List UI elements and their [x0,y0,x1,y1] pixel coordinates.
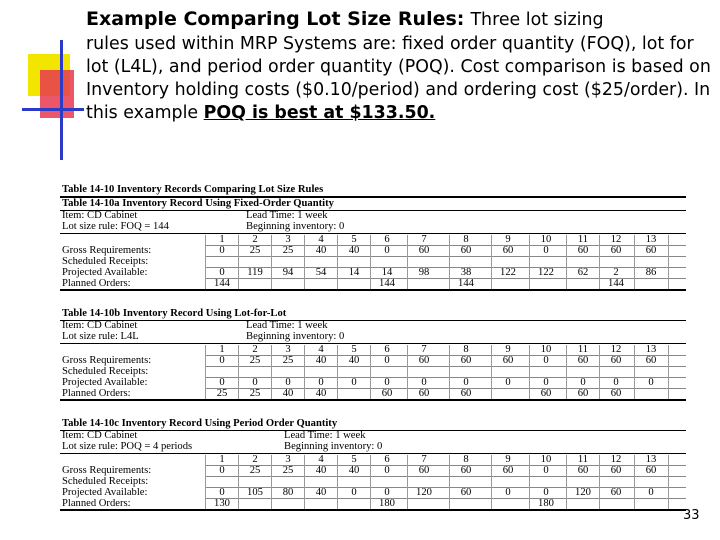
table-cell: 25 [249,465,261,476]
planned-orders-row [60,498,686,509]
table-cell: 0 [543,465,549,476]
section-lead-time: Lead Time: 1 week [246,320,328,331]
grid-column-line [304,455,305,509]
table-cell: 0 [613,377,619,388]
table-cell: 105 [247,487,263,498]
table-cell: 0 [543,245,549,256]
period-number: 4 [318,234,324,245]
period-number: 2 [252,234,258,245]
row-label: Scheduled Receipts: [62,366,149,377]
table-cell: 60 [610,245,622,256]
grid-column-line [599,455,600,509]
period-number: 12 [610,454,622,465]
table-cell: 60 [460,487,472,498]
table-cell: 60 [645,355,657,366]
table-cell: 60 [577,388,589,399]
period-number: 6 [384,234,390,245]
decorative-horizontal-line [22,108,84,111]
grid-column-line [238,235,239,289]
table-cell: 38 [460,267,472,278]
period-header-row [60,344,686,355]
period-number: 1 [219,234,225,245]
section-title: Table 14-10b Inventory Record Using Lot-for-Lot [62,308,287,319]
section-beginning-inventory: Beginning inventory: 0 [246,331,345,342]
table-cell: 0 [219,245,225,256]
table-cell: 25 [249,355,261,366]
table-cell: 60 [577,245,589,256]
projected-available-row [60,377,686,388]
table-cell: 25 [216,388,228,399]
table-cell: 40 [315,355,327,366]
table-cell: 0 [421,377,427,388]
table-cell: 0 [318,377,324,388]
grid-column-line [449,235,450,289]
section-lot-size-rule: Lot size rule: L4L [62,331,139,342]
period-number: 13 [645,234,657,245]
period-header-row [60,234,686,245]
table-cell: 25 [249,388,261,399]
table-cell: 60 [502,465,514,476]
table-cell: 94 [282,267,294,278]
gross-requirements-row [60,355,686,366]
table-cell: 25 [282,355,294,366]
table-cell: 60 [645,245,657,256]
period-number: 1 [219,454,225,465]
table-cell: 0 [384,355,390,366]
table-cell: 0 [648,487,654,498]
period-number: 8 [463,344,469,355]
title-bold: Example Comparing Lot Size Rules: [86,8,465,30]
table-cell: 120 [575,487,591,498]
period-number: 10 [540,234,552,245]
table-cell: 60 [460,355,472,366]
gross-requirements-row [60,245,686,256]
table-caption [60,184,686,195]
row-label: Gross Requirements: [62,355,152,366]
grid-column-line [271,235,272,289]
period-number: 7 [421,344,427,355]
table-cell: 122 [500,267,516,278]
grid-column-line [337,235,338,289]
table-cell: 60 [502,245,514,256]
period-number: 6 [384,344,390,355]
table-cell: 119 [247,267,263,278]
table-cell: 40 [315,487,327,498]
period-number: 2 [252,454,258,465]
table-cell: 60 [610,355,622,366]
grid-column-line [634,345,635,399]
table-cell: 0 [219,465,225,476]
table-cell: 0 [384,377,390,388]
table-cell: 62 [577,267,589,278]
body-highlight: POQ is best at $133.50. [203,103,436,123]
period-number: 11 [577,454,589,465]
grid-column-line [337,345,338,399]
table-cell: 25 [249,245,261,256]
table-cell: 0 [384,245,390,256]
slide-title [86,6,716,33]
section-bottom-rule [60,509,686,511]
row-label: Scheduled Receipts: [62,476,149,487]
table-cell: 86 [645,267,657,278]
grid-column-line [370,345,371,399]
table-cell: 0 [543,377,549,388]
table-cell: 60 [610,465,622,476]
period-number: 10 [540,454,552,465]
period-number: 13 [645,454,657,465]
grid-column-line [337,455,338,509]
grid-column-line [599,345,600,399]
section-item: Item: CD Cabinet [62,320,138,331]
title-rest: Three lot sizing [470,10,604,30]
grid-column-line [599,235,600,289]
table-cell: 144 [379,278,395,289]
period-number: 1 [219,344,225,355]
section-item-row [60,210,686,221]
period-number: 11 [577,234,589,245]
table-cell: 0 [543,487,549,498]
table-cell: 0 [463,377,469,388]
period-number: 4 [318,454,324,465]
grid-column-line [529,345,530,399]
table-cell: 60 [645,465,657,476]
table-cell: 40 [282,388,294,399]
table-cell: 0 [351,377,357,388]
projected-available-row [60,267,686,278]
table-cell: 60 [540,388,552,399]
section-lot-size-rule: Lot size rule: POQ = 4 periods [62,441,193,452]
grid-column-line [634,455,635,509]
table-cell: 60 [418,355,430,366]
section-lead-time: Lead Time: 1 week [284,430,366,441]
grid-column-line [370,235,371,289]
period-number: 5 [351,344,357,355]
section-bottom-rule [60,289,686,291]
table-cell: 0 [252,377,258,388]
period-number: 3 [285,344,291,355]
row-label: Scheduled Receipts: [62,256,149,267]
grid-column-line [205,345,206,399]
section-lead-time: Lead Time: 1 week [246,210,328,221]
section-item: Item: CD Cabinet [62,210,138,221]
decorative-vertical-line [60,40,63,160]
table-cell: 0 [384,487,390,498]
grid-column-line [668,235,669,289]
table-cell: 60 [381,388,393,399]
body-prefix: rules used within MRP Systems are: fixed order quantity (FOQ), lot for lot (L4L), and period order quantity (POQ). Cost comparison is based on Inventory holding costs ($0.10/period) and ordering cost ($25/order). In this example [86,34,711,123]
grid-column-line [634,235,635,289]
section-rule-row [60,221,686,232]
section-title: Table 14-10c Inventory Record Using Period Order Quantity [62,418,338,429]
table-cell: 0 [648,377,654,388]
table-cell: 60 [610,388,622,399]
table-cell: 130 [214,498,230,509]
grid-column-line [304,235,305,289]
planned-orders-row [60,278,686,289]
section-beginning-inventory: Beginning inventory: 0 [246,221,345,232]
grid-column-line [491,345,492,399]
section-item-row [60,430,686,441]
table-cell: 120 [416,487,432,498]
table-cell: 0 [384,465,390,476]
table-cell: 180 [379,498,395,509]
period-number: 8 [463,234,469,245]
row-label: Projected Available: [62,487,148,498]
period-number: 9 [505,454,511,465]
table-cell: 0 [285,377,291,388]
grid-column-line [668,455,669,509]
table-cell: 40 [315,465,327,476]
table-cell: 60 [418,245,430,256]
period-number: 9 [505,234,511,245]
table-cell: 14 [348,267,360,278]
table-cell: 98 [418,267,430,278]
table-cell: 40 [348,465,360,476]
section-title-row [60,308,686,319]
table-cell: 14 [381,267,393,278]
period-number: 8 [463,454,469,465]
table-cell: 0 [219,377,225,388]
grid-column-line [407,235,408,289]
table-cell: 0 [580,377,586,388]
scheduled-receipts-row [60,256,686,267]
table-cell: 60 [460,465,472,476]
table-cell: 180 [538,498,554,509]
table-cell: 60 [610,487,622,498]
table-cell: 0 [505,377,511,388]
table-cell: 40 [315,245,327,256]
slide-body-text [86,33,716,125]
grid-column-line [491,235,492,289]
period-number: 5 [351,234,357,245]
period-number: 6 [384,454,390,465]
grid-column-line [238,345,239,399]
period-number: 9 [505,344,511,355]
section-bottom-rule [60,399,686,401]
grid-column-line [271,345,272,399]
planned-orders-row [60,388,686,399]
period-number: 10 [540,344,552,355]
table-cell: 0 [543,355,549,366]
period-number: 12 [610,344,622,355]
slide-number: 33 [683,508,700,523]
grid-column-line [407,455,408,509]
grid-column-line [449,345,450,399]
row-label: Projected Available: [62,267,148,278]
projected-available-row [60,487,686,498]
table-cell: 60 [418,388,430,399]
table-cell: 144 [214,278,230,289]
row-label: Projected Available: [62,377,148,388]
scheduled-receipts-row [60,366,686,377]
period-number: 4 [318,344,324,355]
table-cell: 122 [538,267,554,278]
table-cell: 144 [458,278,474,289]
period-number: 13 [645,344,657,355]
table-cell: 80 [282,487,294,498]
grid-column-line [668,345,669,399]
table-cell: 25 [282,245,294,256]
section-item-row [60,320,686,331]
row-label: Planned Orders: [62,498,131,509]
inventory-records-table [60,184,686,530]
grid-column-line [407,345,408,399]
grid-column-line [304,345,305,399]
table-cell: 54 [315,267,327,278]
period-number: 7 [421,454,427,465]
grid-column-line [449,455,450,509]
section-title-row [60,198,686,209]
period-number: 2 [252,344,258,355]
table-caption-text: Table 14-10 Inventory Records Comparing Lot Size Rules [62,184,324,195]
section-item: Item: CD Cabinet [62,430,138,441]
table-cell: 25 [282,465,294,476]
scheduled-receipts-row [60,476,686,487]
table-cell: 0 [351,487,357,498]
table-cell: 0 [219,267,225,278]
grid-column-line [238,455,239,509]
table-cell: 60 [577,355,589,366]
title-block [86,6,716,125]
grid-column-line [566,455,567,509]
period-header-row [60,454,686,465]
table-cell: 0 [505,487,511,498]
row-label: Gross Requirements: [62,245,152,256]
grid-column-line [491,455,492,509]
section-rule-row [60,441,686,452]
table-cell: 144 [608,278,624,289]
row-label: Planned Orders: [62,278,131,289]
period-number: 3 [285,234,291,245]
table-cell: 40 [348,245,360,256]
table-cell: 40 [348,355,360,366]
table-cell: 60 [502,355,514,366]
period-number: 3 [285,454,291,465]
grid-column-line [529,235,530,289]
table-cell: 0 [219,355,225,366]
period-number: 11 [577,344,589,355]
table-cell: 2 [613,267,619,278]
grid-column-line [566,345,567,399]
table-cell: 0 [219,487,225,498]
row-label: Gross Requirements: [62,465,152,476]
row-label: Planned Orders: [62,388,131,399]
section-rule-row [60,331,686,342]
section-title-row [60,418,686,429]
table-cell: 40 [315,388,327,399]
period-number: 7 [421,234,427,245]
grid-column-line [529,455,530,509]
grid-column-line [205,455,206,509]
grid-column-line [271,455,272,509]
table-cell: 60 [460,245,472,256]
grid-column-line [566,235,567,289]
grid-column-line [205,235,206,289]
period-number: 12 [610,234,622,245]
grid-column-line [370,455,371,509]
section-title: Table 14-10a Inventory Record Using Fixed-Order Quantity [62,198,334,209]
table-cell: 60 [577,465,589,476]
section-lot-size-rule: Lot size rule: FOQ = 144 [62,221,169,232]
period-number: 5 [351,454,357,465]
table-cell: 60 [418,465,430,476]
table-cell: 60 [460,388,472,399]
gross-requirements-row [60,465,686,476]
section-beginning-inventory: Beginning inventory: 0 [284,441,383,452]
